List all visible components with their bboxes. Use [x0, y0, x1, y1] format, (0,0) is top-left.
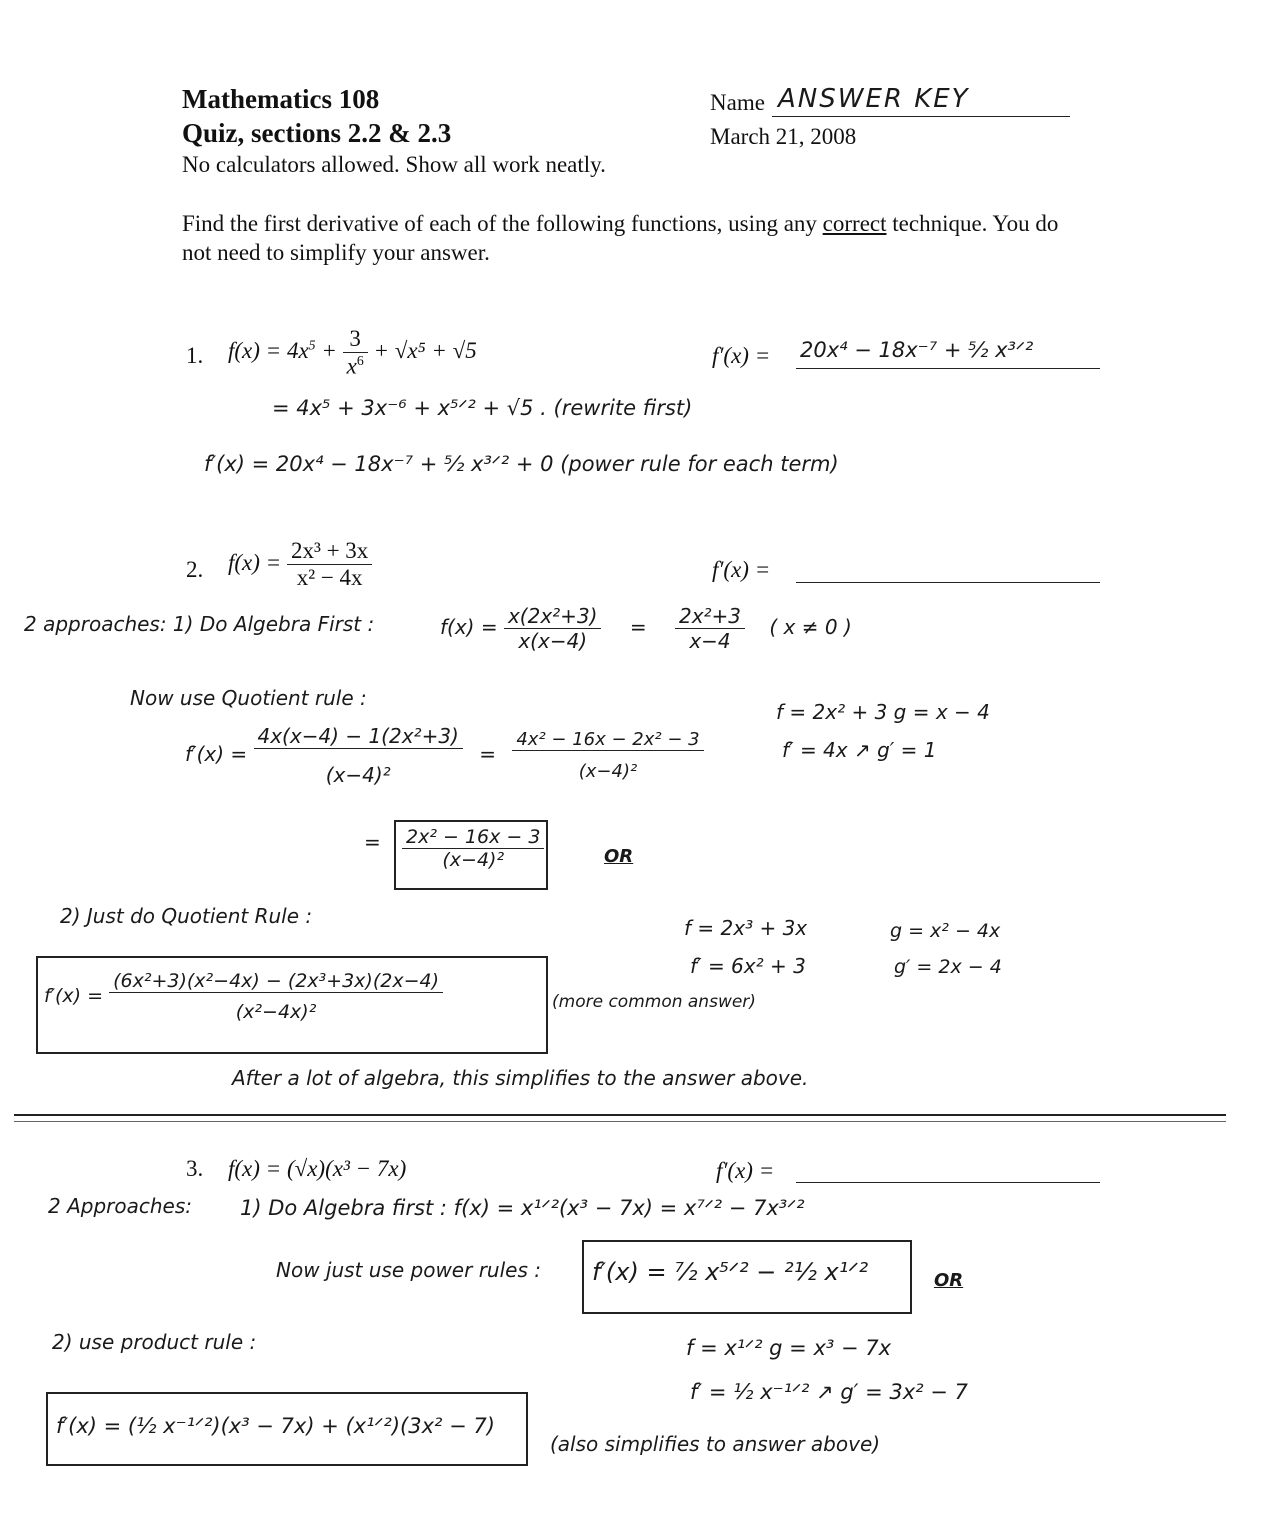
q2-box-equals: =	[364, 830, 381, 854]
q3-use-product: 2) use product rule :	[52, 1330, 257, 1354]
q3-approaches: 2 Approaches:	[48, 1194, 193, 1218]
q3-answer-label: f′(x) =	[716, 1158, 775, 1183]
quiz-rules: No calculators allowed. Show all work neatly.	[182, 152, 606, 177]
q1-number: 1.	[186, 343, 204, 368]
course-title: Mathematics 108	[182, 84, 380, 114]
q2-answer-box: $\frac{\text{2x² − 16x − 3}}{\text{(x−4)²}}$	[394, 820, 548, 890]
q2-fg-line2: f′ = 4x ↗ g′ = 1	[782, 738, 937, 762]
quiz-date: March 21, 2008	[710, 124, 857, 149]
section-divider-2	[14, 1121, 1226, 1122]
instructions-line1: Find the first derivative of each of the following functions, using any correct technique. You do	[182, 211, 1059, 236]
q2-algebra: f(x) = $\frac{\text{x(2x²+3)}}{x(x-4)}$ = $\frac{\text{2x²+3}}{x-4}$ ( x ≠ 0 )	[440, 604, 852, 653]
instructions-line2: not need to simplify your answer.	[182, 240, 490, 265]
q2-after-algebra: After a lot of algebra, this simplifies to the answer above.	[232, 1066, 809, 1090]
q2-g2-line2: g′ = 2x − 4	[894, 956, 1002, 978]
q2-fg-line1: f = 2x² + 3 g = x − 4	[776, 700, 990, 724]
q3-answer-line	[796, 1182, 1100, 1183]
q1-work-derivative: f′(x) = 20x⁴ − 18x⁻⁷ + ⁵⁄₂ x³ᐟ² + 0 (power rule for each term)	[204, 452, 839, 476]
q2-answer-box-2: f′(x) = $\frac{\text{(6x²+3)(x²−4x) − (2x³+3x)(2x−4)}}{\text{(x²−4x)²}}$	[36, 956, 548, 1054]
q3-answer-box: f′(x) = ⁷⁄₂ x⁵ᐟ² − ²¹⁄₂ x¹ᐟ²	[582, 1240, 912, 1314]
q3-answer-box-2: f′(x) = (½ x⁻¹ᐟ²)(x³ − 7x) + (x¹ᐟ²)(3x² − 7)	[46, 1392, 528, 1466]
q3-fg-line2: f′ = ½ x⁻¹ᐟ² ↗ g′ = 3x² − 7	[690, 1380, 968, 1404]
q2-just-quotient: 2) Just do Quotient Rule :	[60, 904, 313, 928]
q2-f2-line2: f′ = 6x² + 3	[690, 954, 806, 978]
q1-answer-value: 20x⁴ − 18x⁻⁷ + ⁵⁄₂ x³ᐟ²	[800, 338, 1034, 362]
q2-quotient-work: f′(x) = $\frac{\text{4x(x−4) − 1(2x²+3)}}{\text{(x−4)²}}$ = $\frac{\text{4x² − 16x − 2x² − 3}}{\text{(x−4)²}}$	[185, 724, 704, 787]
name-label: Name	[710, 90, 765, 115]
q2-approaches: 2 approaches: 1) Do Algebra First :	[24, 612, 375, 636]
q2-now-quotient: Now use Quotient rule :	[130, 686, 367, 710]
q1-function: $f(x) = 4x^5$ + $\frac{3}{x^6}$ + √x⁵ + √5	[228, 326, 477, 379]
name-value: ANSWER KEY	[778, 84, 970, 114]
section-divider	[14, 1114, 1226, 1116]
q1-answer-label: f′(x) =	[712, 343, 771, 368]
quiz-title: Quiz, sections 2.2 & 2.3	[182, 118, 452, 148]
q3-function: f(x) = (√x)(x³ − 7x)	[228, 1156, 407, 1181]
q2-function: f(x) = $\frac{\text{2x³ + 3x}}{\text{x² − 4x}}$	[228, 538, 372, 591]
q2-answer-line	[796, 582, 1100, 583]
q3-algebra-line: 1) Do Algebra first : f(x) = x¹ᐟ²(x³ − 7x) = x⁷ᐟ² − 7x³ᐟ²	[240, 1196, 805, 1220]
q2-f2-line1: f = 2x³ + 3x	[684, 916, 808, 940]
q2-number: 2.	[186, 557, 204, 582]
q2-answer-label: f′(x) =	[712, 557, 771, 582]
q1-answer-line	[796, 368, 1100, 369]
q2-or: OR	[604, 846, 634, 867]
q3-fg-line1: f = x¹ᐟ² g = x³ − 7x	[686, 1336, 892, 1360]
name-underline	[772, 116, 1070, 117]
q3-number: 3.	[186, 1156, 204, 1181]
q3-also-simplifies: (also simplifies to answer above)	[550, 1432, 881, 1456]
q2-common-answer: (more common answer)	[552, 992, 756, 1012]
q1-work-rewrite: = 4x⁵ + 3x⁻⁶ + x⁵ᐟ² + √5 . (rewrite first)	[272, 396, 693, 420]
q3-or: OR	[934, 1270, 964, 1291]
q2-g2-line1: g = x² − 4x	[890, 920, 1001, 942]
q3-now-power: Now just use power rules :	[276, 1258, 541, 1282]
